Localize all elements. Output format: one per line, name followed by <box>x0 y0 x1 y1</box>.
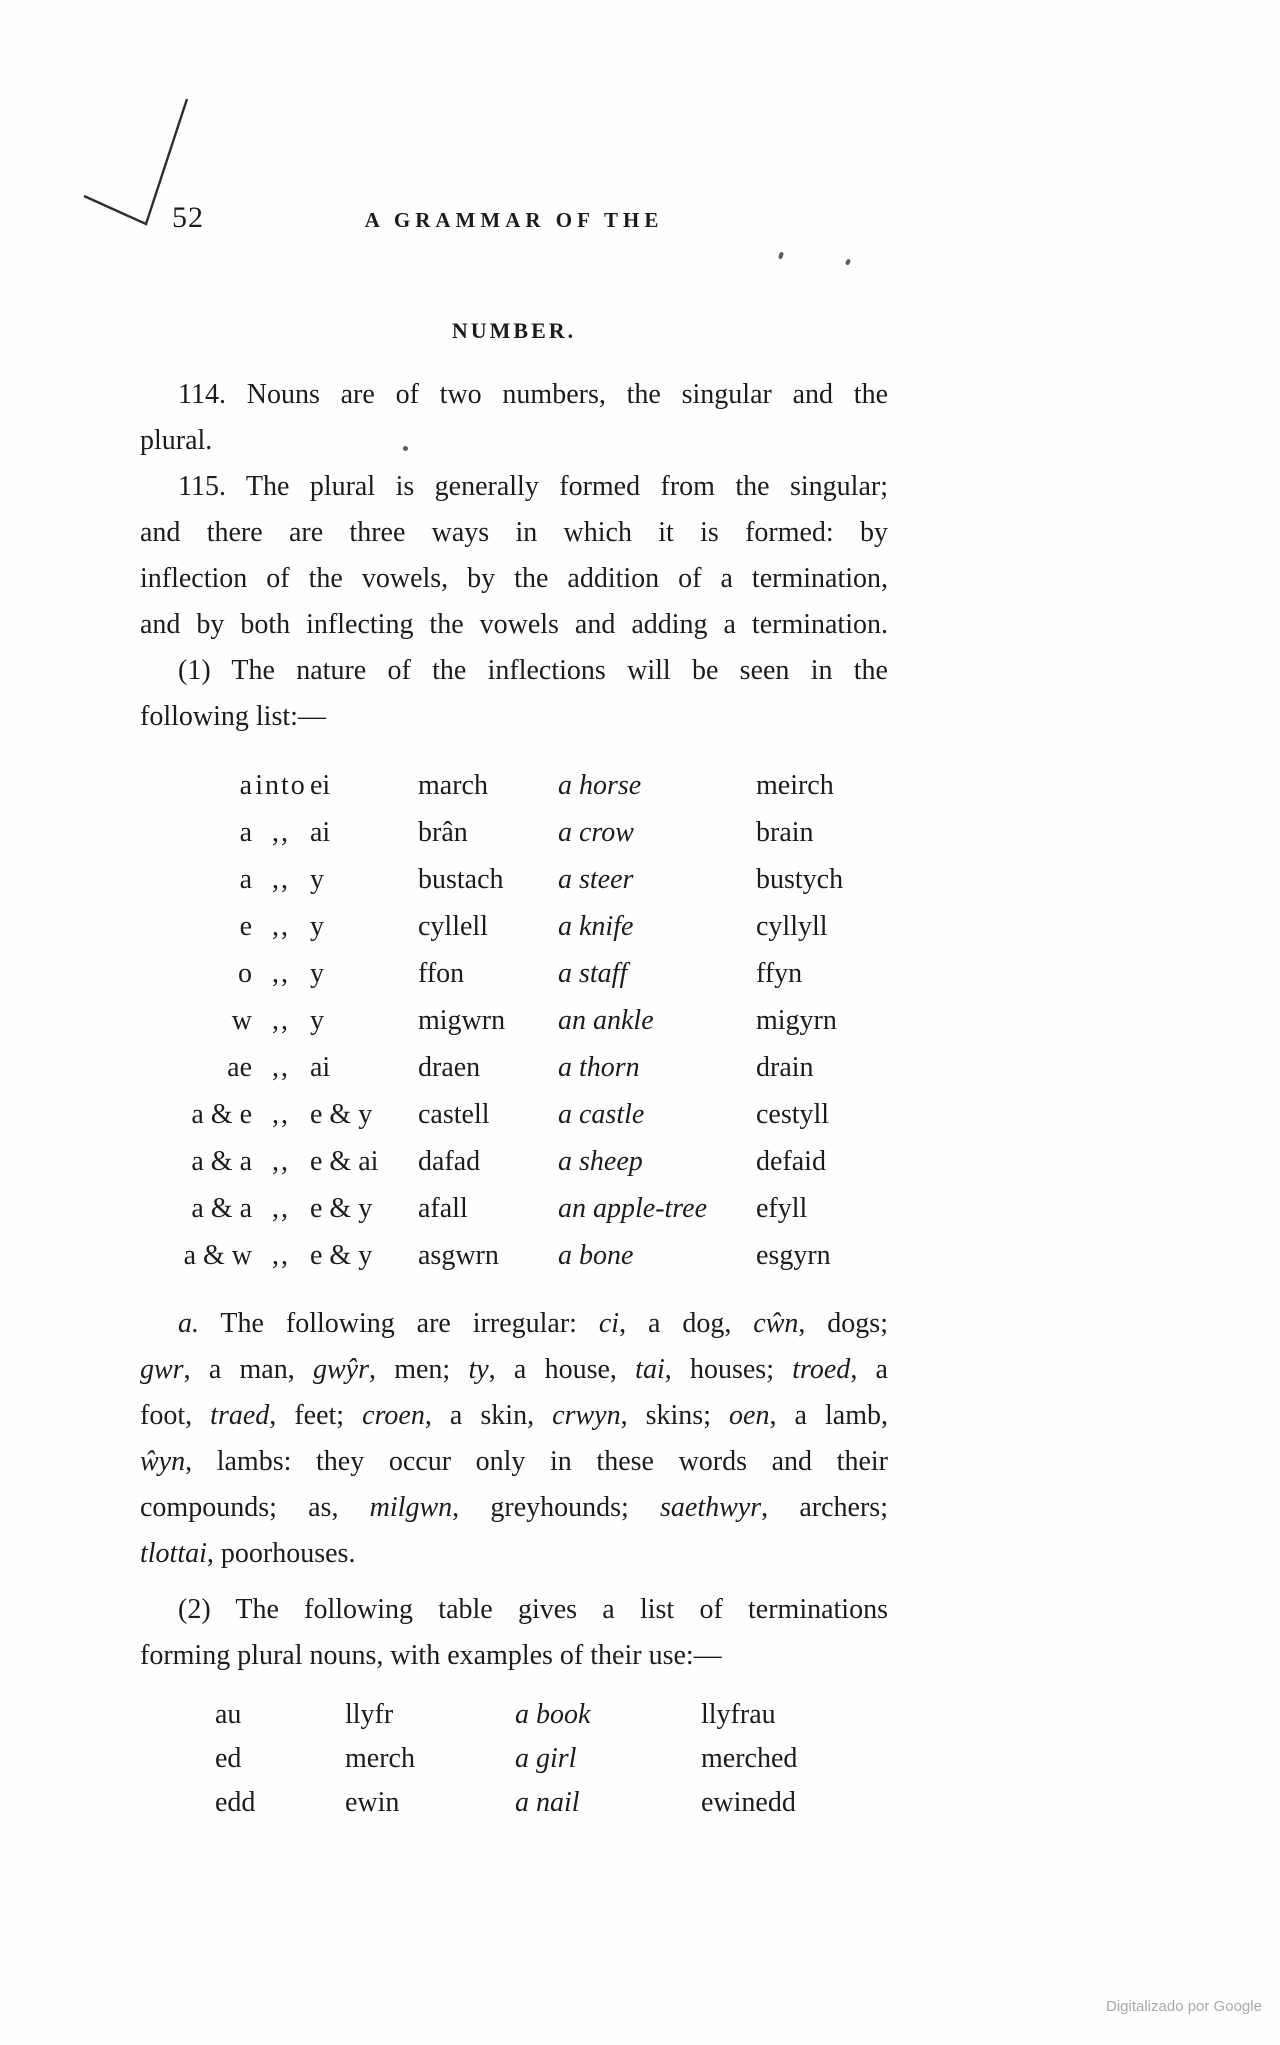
meaning: a steer <box>558 864 634 895</box>
meaning: a nail <box>515 1787 580 1818</box>
change_connector: ,, <box>272 958 290 989</box>
plural: cyllyll <box>756 911 828 942</box>
change_from: a <box>239 864 252 895</box>
table-row <box>140 997 888 1044</box>
text-line: inflection of the vowels, by the addition of a termination, <box>140 563 888 594</box>
section-heading: NUMBER. <box>451 318 577 343</box>
text-line: and by both inflecting the vowels and adding a termination. <box>140 609 888 640</box>
change_from: a & e <box>191 1099 252 1130</box>
text-line: (2) The following table gives a list of terminations <box>178 1594 888 1625</box>
meaning: a thorn <box>558 1052 640 1083</box>
change_to: ai <box>310 1052 331 1083</box>
singular: cyllell <box>418 911 488 942</box>
paragraph-115 <box>140 464 888 648</box>
text-line: (1) The nature of the inflections will be seen in the <box>178 655 888 686</box>
singular: llyfr <box>345 1699 394 1730</box>
meaning: a book <box>515 1699 591 1730</box>
table-row <box>140 1091 888 1138</box>
plural: brain <box>756 817 814 848</box>
change_to: y <box>310 958 324 989</box>
change_connector: ,, <box>272 911 290 942</box>
table-row <box>140 1781 888 1825</box>
change_to: e & y <box>310 1099 373 1130</box>
table-row <box>140 1737 888 1781</box>
plural: migyrn <box>756 1005 837 1036</box>
plural: bustych <box>756 864 844 895</box>
meaning: a horse <box>558 770 642 801</box>
singular: march <box>418 770 488 801</box>
change_from: a <box>239 770 252 801</box>
terminations-table <box>140 1693 888 1825</box>
termination: ed <box>215 1743 242 1774</box>
plural: efyll <box>756 1193 808 1224</box>
change_to: e & y <box>310 1193 373 1224</box>
meaning: a girl <box>515 1743 577 1774</box>
change_connector: ,, <box>272 1005 290 1036</box>
plural: esgyrn <box>756 1240 831 1271</box>
meaning: a staff <box>558 958 628 989</box>
text-line: foot, traed, feet; croen, a skin, crwyn, skins; oen, a lamb, <box>140 1400 889 1431</box>
change_from: ae <box>227 1052 252 1083</box>
plural: cestyll <box>756 1099 830 1130</box>
meaning: a knife <box>558 911 634 942</box>
text-line: following list:— <box>140 701 326 732</box>
change_from: w <box>231 1005 252 1036</box>
meaning: a crow <box>558 817 634 848</box>
meaning: an ankle <box>558 1005 654 1036</box>
change_to: y <box>310 911 324 942</box>
page-text <box>140 372 888 1825</box>
inflection-table <box>140 762 888 1279</box>
change_to: e & ai <box>310 1146 379 1177</box>
table-row <box>140 903 888 950</box>
singular: ewin <box>345 1787 400 1818</box>
change_from: a & w <box>183 1240 252 1271</box>
text-line: and there are three ways in which it is formed: by <box>140 517 888 548</box>
text-line: 115. The plural is generally formed from the singular; <box>178 471 888 502</box>
scan-speck <box>778 252 784 260</box>
change_connector: ,, <box>272 1146 290 1177</box>
singular: migwrn <box>418 1005 506 1036</box>
table-row <box>140 1044 888 1091</box>
change_to: y <box>310 864 324 895</box>
singular: ffon <box>418 958 465 989</box>
change_from: a & a <box>191 1146 252 1177</box>
change_to: y <box>310 1005 324 1036</box>
singular: brân <box>418 817 468 848</box>
change_from: o <box>238 958 252 989</box>
change_connector: ,, <box>272 817 290 848</box>
singular: dafad <box>418 1146 481 1177</box>
table-row <box>140 1138 888 1185</box>
para-irregulars <box>140 1301 888 1577</box>
singular: castell <box>418 1099 490 1130</box>
paragraph-114 <box>140 372 888 464</box>
table-row <box>140 1232 888 1279</box>
plural: drain <box>756 1052 814 1083</box>
change_to: e & y <box>310 1240 373 1271</box>
page-number: 52 <box>172 201 204 234</box>
plural: merched <box>701 1743 798 1774</box>
text-line: gwr, a man, gwŷr, men; ty, a house, tai, houses; troed, a <box>140 1354 888 1385</box>
change_from: e <box>239 911 252 942</box>
change_connector: ,, <box>272 1052 290 1083</box>
singular: draen <box>418 1052 481 1083</box>
text-line: ŵyn, lambs: they occur only in these words and their <box>140 1446 888 1477</box>
termination: edd <box>215 1787 256 1818</box>
change_to: ai <box>310 817 331 848</box>
plural: ffyn <box>756 958 803 989</box>
table-row <box>140 950 888 997</box>
text-line: compounds; as, milgwn, greyhounds; saethwyr, archers; <box>140 1492 888 1523</box>
plural: meirch <box>756 770 834 801</box>
change_connector: ,, <box>272 1240 290 1271</box>
para-terminations-intro <box>140 1587 888 1679</box>
termination: au <box>215 1699 242 1730</box>
change_connector: ,, <box>272 1193 290 1224</box>
running-head: A GRAMMAR OF THE <box>364 208 664 232</box>
table-row <box>140 1693 888 1737</box>
plural: ewinedd <box>701 1787 796 1818</box>
singular: merch <box>345 1743 415 1774</box>
change_connector: ,, <box>272 864 290 895</box>
paragraph-inflection-intro <box>140 648 888 740</box>
text-line: tlottai, poorhouses. <box>140 1538 356 1569</box>
meaning: a sheep <box>558 1146 643 1177</box>
table-row <box>140 856 888 903</box>
table-row <box>140 1185 888 1232</box>
text-line: a. The following are irregular: ci, a dog, cŵn, dogs; <box>178 1308 888 1339</box>
meaning: an apple-tree <box>558 1193 708 1224</box>
change_connector: into <box>255 770 307 801</box>
plural: llyfrau <box>701 1699 776 1730</box>
table-row <box>140 809 888 856</box>
scan-speck <box>845 258 851 265</box>
table-row <box>140 762 888 809</box>
text-line: 114. Nouns are of two numbers, the singular and the <box>178 379 888 410</box>
change_to: ei <box>310 770 331 801</box>
text-line: plural. <box>140 425 213 456</box>
plural: defaid <box>756 1146 826 1177</box>
singular: afall <box>418 1193 468 1224</box>
change_from: a & a <box>191 1193 252 1224</box>
digitized-watermark: Digitalizado por Google <box>1106 1998 1262 2015</box>
singular: bustach <box>418 864 504 895</box>
change_connector: ,, <box>272 1099 290 1130</box>
singular: asgwrn <box>418 1240 499 1271</box>
text-line: forming plural nouns, with examples of their use:— <box>140 1640 722 1671</box>
change_from: a <box>239 817 252 848</box>
meaning: a bone <box>558 1240 634 1271</box>
meaning: a castle <box>558 1099 645 1130</box>
